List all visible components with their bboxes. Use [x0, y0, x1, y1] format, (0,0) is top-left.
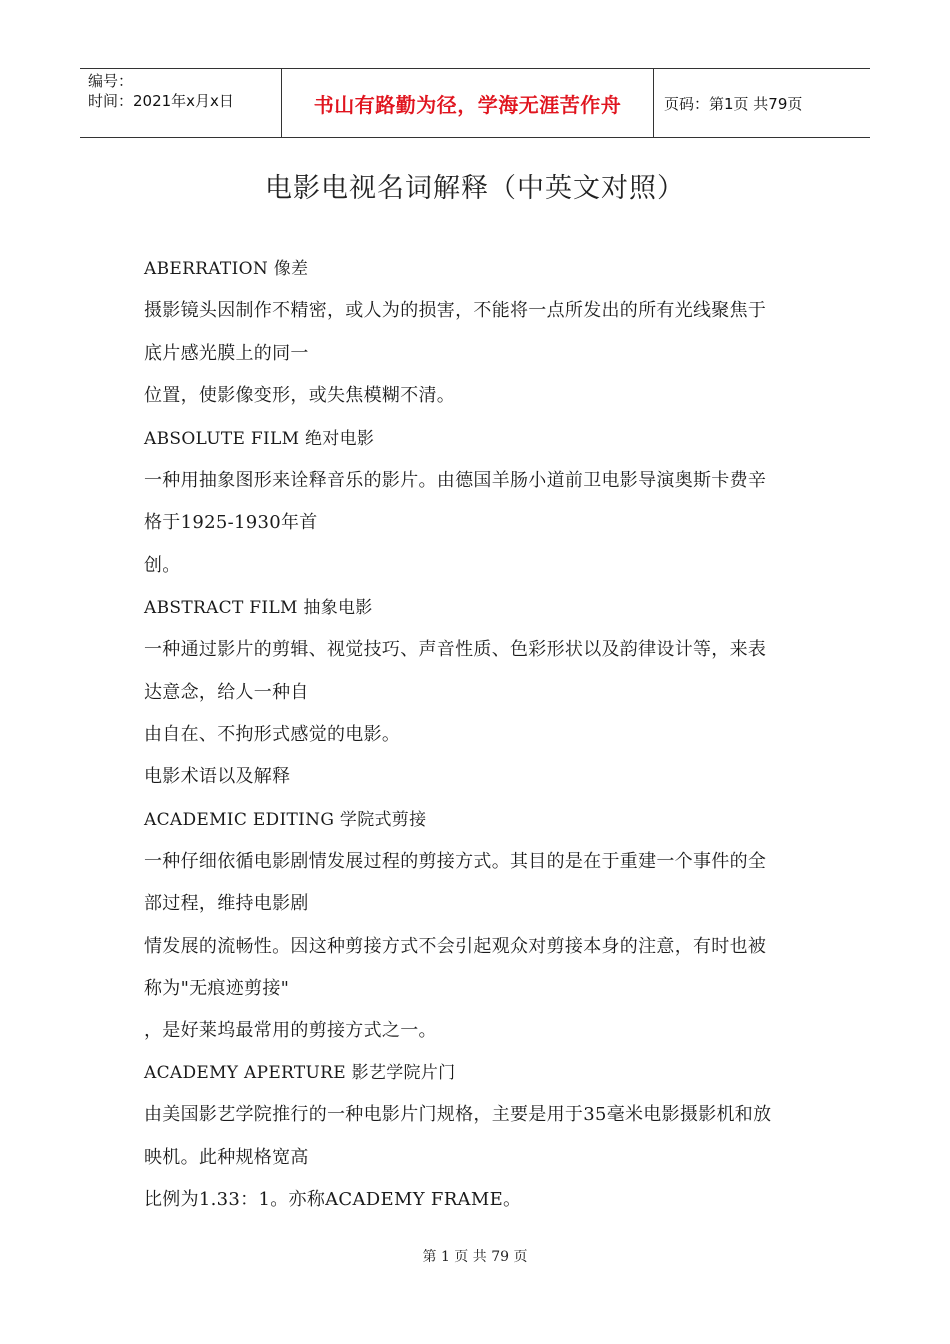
header-page-cell: [654, 69, 870, 137]
body-line: 一种通过影片的剪辑、视觉技巧、声音性质、色彩形状以及韵律设计等，来表: [144, 639, 767, 660]
term-heading: ABERRATION 像差: [144, 259, 309, 279]
body-line: 位置，使影像变形，或失焦模糊不清。: [144, 385, 456, 406]
body-line: 由美国影艺学院推行的一种电影片门规格，主要是用于35毫米电影摄影机和放: [144, 1104, 772, 1125]
term-heading: ABSTRACT FILM 抽象电影: [144, 598, 373, 618]
page-footer: 第 1 页 共 79 页: [422, 1249, 528, 1265]
body-line: 格于1925-1930年首: [144, 512, 318, 533]
term-heading: ACADEMIC EDITING 学院式剪接: [144, 810, 427, 830]
body-line: 达意念，给人一种自: [144, 682, 309, 703]
document-number-label: 编号：: [88, 72, 134, 90]
term-heading: ACADEMY APERTURE 影艺学院片门: [144, 1063, 456, 1083]
body-line: 底片感光膜上的同一: [144, 343, 309, 364]
document-title: 电影电视名词解释（中英文对照）: [265, 173, 685, 204]
body-line: 比例为1.33：1。亦称ACADEMY FRAME。: [144, 1189, 522, 1210]
body-line: 情发展的流畅性。因这种剪接方式不会引起观众对剪接本身的注意，有时也被: [144, 936, 767, 957]
body-line: 称为"无痕迹剪接": [144, 978, 290, 999]
body-line: 创。: [144, 555, 181, 576]
header-motto: 书山有路勤为径，学海无涯苦作舟: [313, 92, 622, 117]
body-line: 由自在、不拘形式感觉的电影。: [144, 724, 401, 745]
body-line: 一种仔细依循电影剧情发展过程的剪接方式。其目的是在于重建一个事件的全: [144, 851, 767, 872]
document-header: [80, 68, 870, 138]
term-heading: ABSOLUTE FILM 绝对电影: [144, 429, 375, 449]
body-line: 映机。此种规格宽高: [144, 1147, 309, 1168]
header-meta-cell: [80, 69, 282, 137]
header-page-info: 页码：第1页 共79页: [664, 94, 803, 113]
body-line: 摄影镜头因制作不精密，或人为的损害，不能将一点所发出的所有光线聚焦于: [144, 300, 767, 321]
body-line: 一种用抽象图形来诠释音乐的影片。由德国羊肠小道前卫电影导演奥斯卡费辛: [144, 470, 767, 491]
document-date-label: 时间：2021年x月x日: [88, 92, 234, 110]
section-note: 电影术语以及解释: [144, 766, 291, 787]
header-motto-cell: [282, 69, 654, 137]
body-line: 部过程，维持电影剧: [144, 893, 309, 914]
body-line: ，是好莱坞最常用的剪接方式之一。: [144, 1020, 437, 1041]
